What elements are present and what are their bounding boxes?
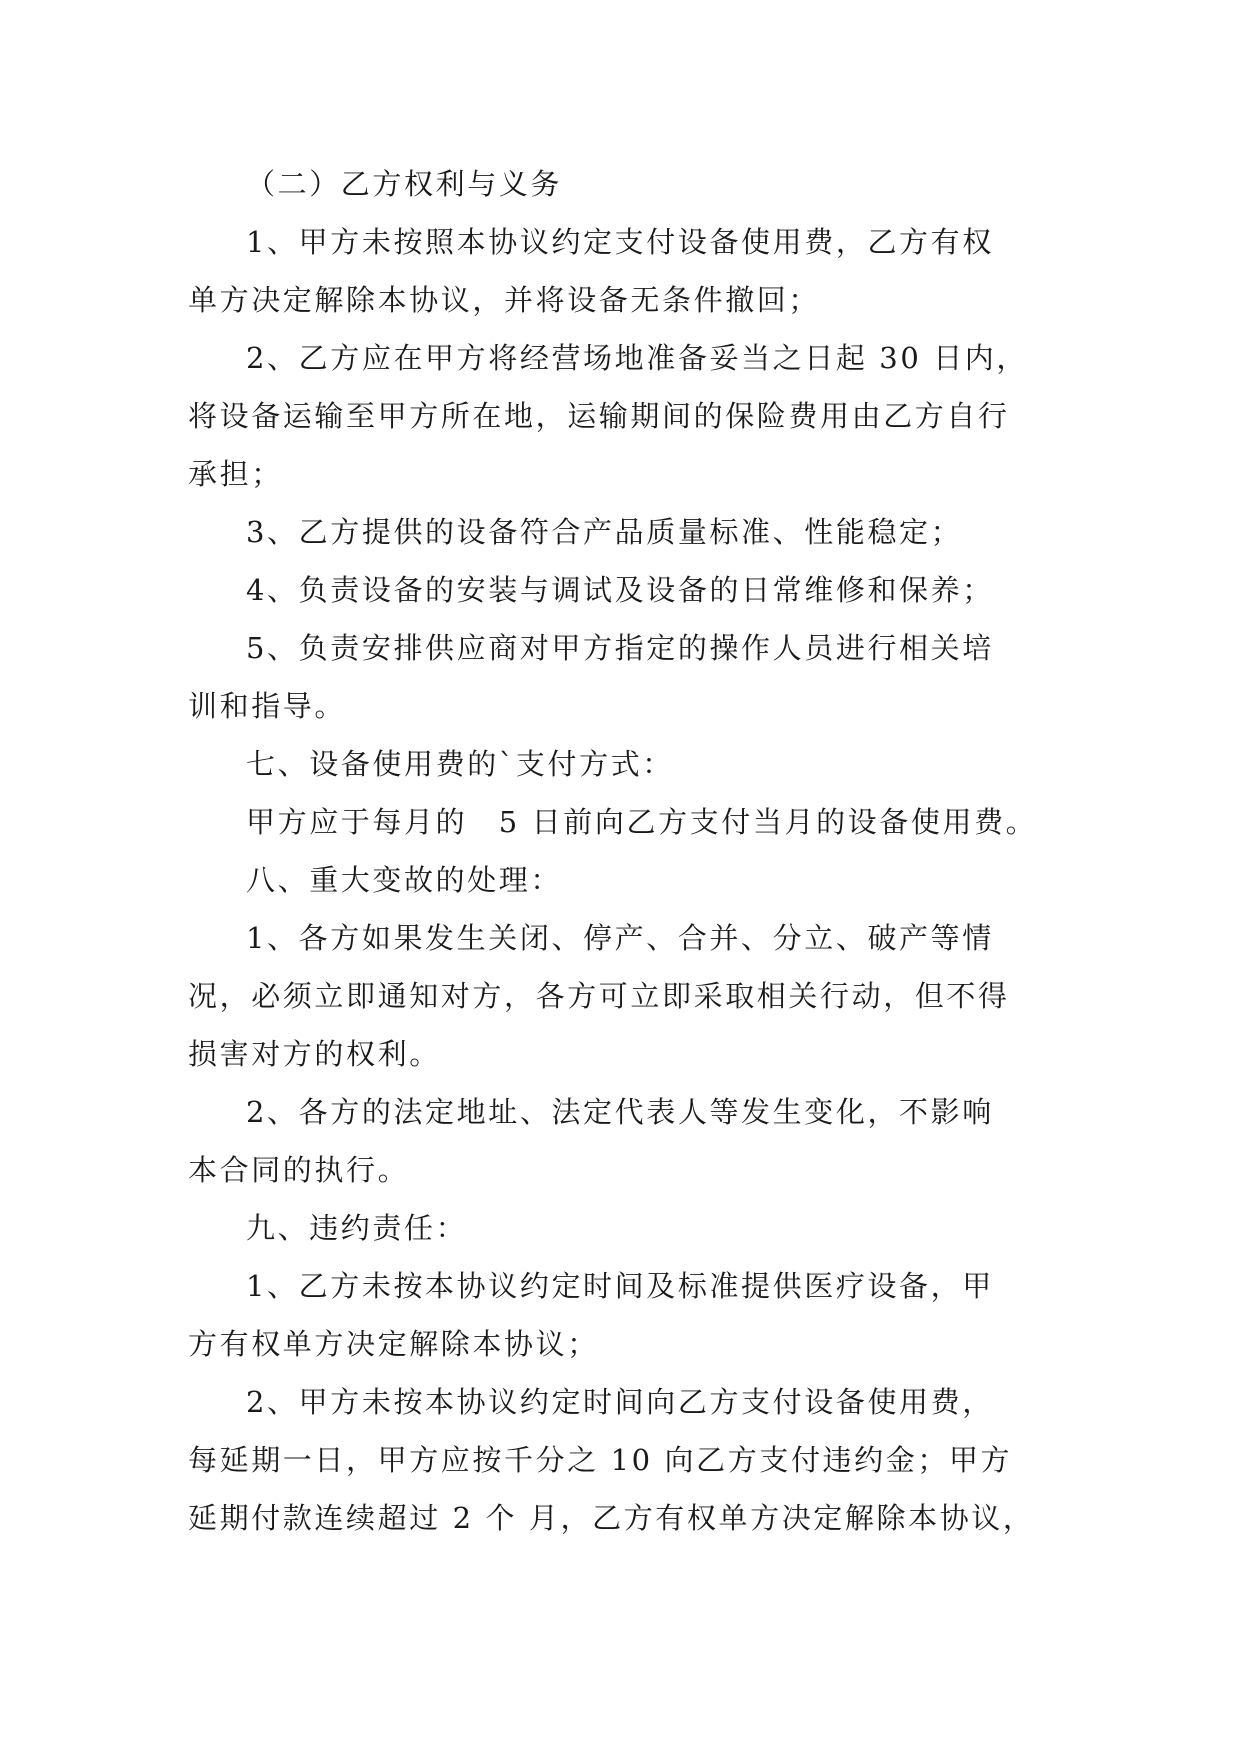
- text-line: 5、负责安排供应商对甲方指定的操作人员进行相关培: [246, 631, 994, 665]
- text-line: 每延期一日，甲方应按千分之 10 向乙方支付违约金；甲方: [188, 1443, 1013, 1477]
- text-line: 甲方应于每月的 5 日前向乙方支付当月的设备使用费。: [246, 805, 1038, 839]
- text-line: 2、各方的法定地址、法定代表人等发生变化，不影响: [246, 1095, 994, 1129]
- section-heading-breach-liability: 九、违约责任：: [246, 1211, 468, 1245]
- section-heading-payment-method: 七、设备使用费的`支付方式：: [246, 747, 674, 781]
- text-line: 承担；: [188, 457, 283, 491]
- section-heading-major-changes: 八、重大变故的处理：: [246, 863, 563, 897]
- text-line: 1、乙方未按本协议约定时间及标准提供医疗设备，甲: [246, 1269, 994, 1303]
- text-line: 方有权单方决定解除本协议；: [188, 1327, 599, 1361]
- text-line: 4、负责设备的安装与调试及设备的日常维修和保养；: [246, 573, 994, 607]
- text-line: 2、甲方未按本协议约定时间向乙方支付设备使用费，: [246, 1385, 994, 1419]
- text-line: 将设备运输至甲方所在地，运输期间的保险费用由乙方自行: [188, 399, 1010, 433]
- text-line: 本合同的执行。: [188, 1153, 410, 1187]
- text-line: 损害对方的权利。: [188, 1037, 441, 1071]
- text-line: 1、各方如果发生关闭、停产、合并、分立、破产等情: [246, 921, 994, 955]
- text-line: 3、乙方提供的设备符合产品质量标准、性能稳定；: [246, 515, 963, 549]
- text-line: 训和指导。: [188, 689, 347, 723]
- section-heading-party-b-rights: （二）乙方权利与义务: [246, 167, 563, 201]
- text-line: 单方决定解除本协议，并将设备无条件撤回；: [188, 283, 821, 317]
- text-line: 延期付款连续超过 2 个 月，乙方有权单方决定解除本协议，: [188, 1501, 1035, 1535]
- text-line: 况，必须立即通知对方，各方可立即采取相关行动，但不得: [188, 979, 1010, 1013]
- document-body: [188, 155, 1058, 1547]
- text-line: 1、甲方未按照本协议约定支付设备使用费，乙方有权: [246, 225, 994, 259]
- text-line: 2、乙方应在甲方将经营场地准备妥当之日起 30 日内，: [246, 341, 1028, 375]
